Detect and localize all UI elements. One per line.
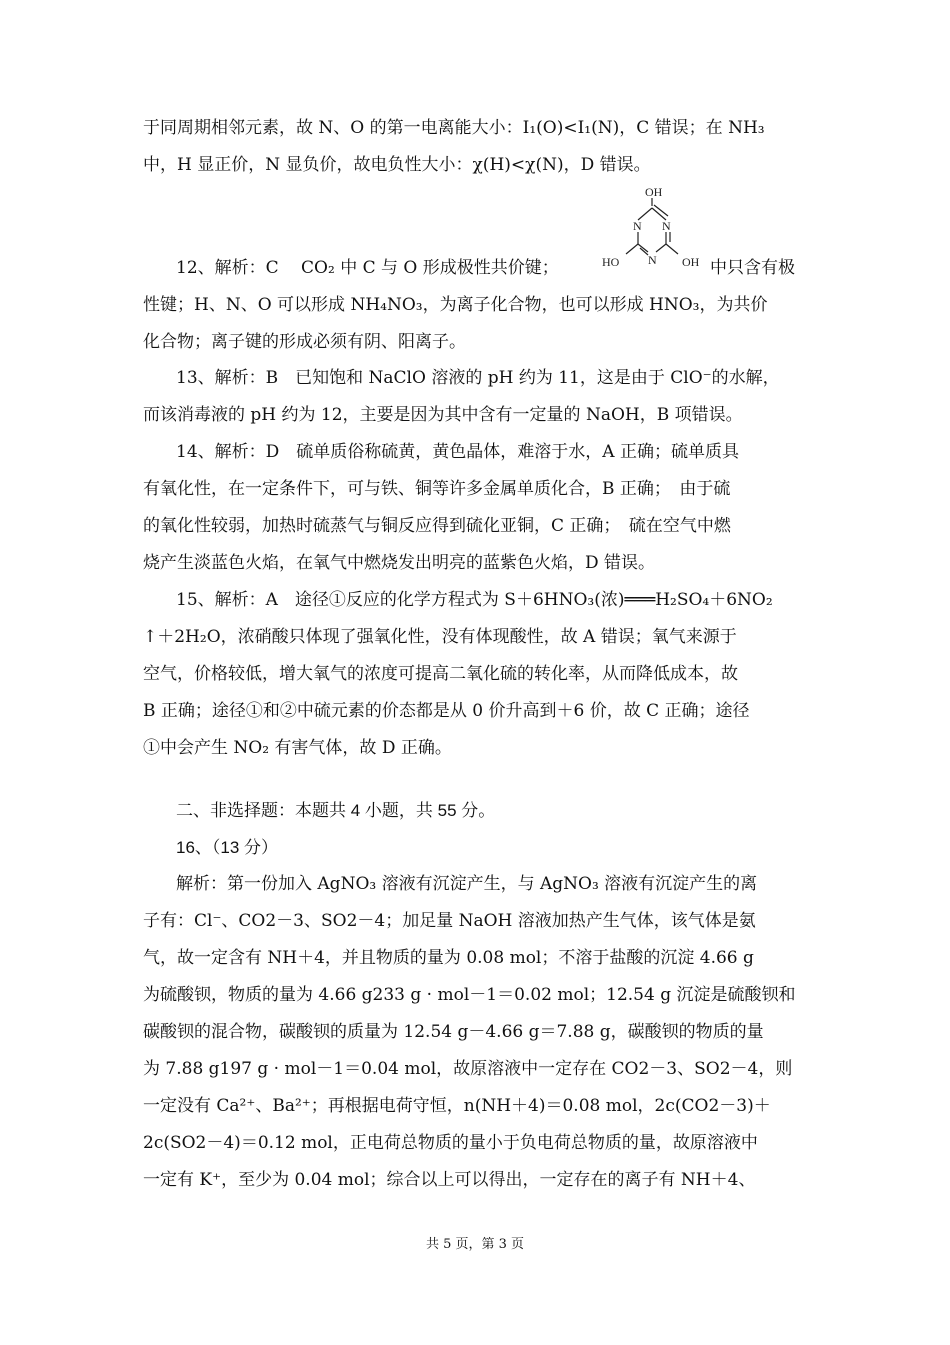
p16-line1: 解析：第一份加入 AgNO₃ 溶液有沉淀产生，与 AgNO₃ 溶液有沉淀产生的离 (176, 874, 758, 894)
p16-line7: 一定没有 Ca²⁺、Ba²⁺；再根据电荷守恒，n(NH＋4)＝0.08 mol，2c(CO2－3)＋ (143, 1096, 771, 1116)
p15-line2: ↑＋2H₂O，浓硝酸只体现了强氧化性，没有体现酸性，故 A 错误；氧气来源于 (143, 627, 737, 647)
bond-oh (666, 244, 678, 254)
p14-line3: 的氧化性较弱，加热时硫蒸气与铜反应得到硫化亚铜，C 正确； 硫在空气中燃 (143, 516, 731, 536)
page-footer: 共 5 页，第 3 页 (425, 1237, 525, 1252)
atom-n-left: N (633, 219, 642, 233)
p16-line4: 为硫酸钡，物质的量为 4.66 g233 g · mol－1＝0.02 mol；12.54 g 沉淀是硫酸钡和 (143, 985, 796, 1005)
p13-line2: 而该消毒液的 pH 约为 12，主要是因为其中含有一定量的 NaOH，B 项错误。 (143, 405, 743, 425)
p16-line8: 2c(SO2－4)＝0.12 mol，正电荷总物质的量小于负电荷总物质的量，故原溶液中 (143, 1133, 758, 1153)
p16-line2: 子有：Cl⁻、CO2－3、SO2－4；加足量 NaOH 溶液加热产生气体，该气体是氨 (143, 911, 756, 931)
atom-ho-left: HO (602, 255, 620, 269)
p12-line1-tail: 中只含有极 (710, 258, 795, 278)
p12-line2: 性键；H、N、O 可以形成 NH₄NO₃，为离子化合物，也可以形成 HNO₃，为共价 (143, 295, 768, 315)
p16-line5: 碳酸钡的混合物，碳酸钡的质量为 12.54 g－4.66 g＝7.88 g，碳酸钡的物质的量 (143, 1022, 764, 1042)
p15-line5: ①中会产生 NO₂ 有害气体，故 D 正确。 (143, 738, 452, 758)
bond-ring-6 (656, 244, 666, 252)
p15-line3: 空气，价格较低，增大氧气的浓度可提高二氧化硫的转化率，从而降低成本，故 (143, 664, 738, 684)
atom-oh-top: OH (645, 186, 663, 199)
p12-line3: 化合物；离子键的形成必须有阴、阳离子。 (143, 332, 466, 352)
p16-line6: 为 7.88 g197 g · mol－1＝0.04 mol，故原溶液中一定存在 CO2－3、SO2－4，则 (143, 1059, 793, 1079)
p15-line4: B 正确；途径①和②中硫元素的价态都是从 0 价升高到＋6 价，故 C 正确；途径 (143, 701, 750, 721)
p12-line1: 12、解析：C CO₂ 中 C 与 O 形成极性共价键； (176, 258, 559, 278)
p11-line1: 于同周期相邻元素，故 N、O 的第一电离能大小：I₁(O)<I₁(N)，C 错误；在 NH₃ (143, 118, 765, 138)
section-2-heading: 二、非选择题：本题共 4 小题，共 55 分。 (176, 801, 496, 820)
p16-line3: 气，故一定含有 NH＋4，并且物质的量为 0.08 mol；不溶于盐酸的沉淀 4.66 g (143, 948, 754, 968)
p13-line1: 13、解析：B 已知饱和 NaClO 溶液的 pH 约为 11，这是由于 ClO⁻的水解， (176, 368, 780, 388)
p14-line1: 14、解析：D 硫单质俗称硫黄，黄色晶体，难溶于水，A 正确；硫单质具 (176, 442, 739, 462)
p14-line4: 烧产生淡蓝色火焰，在氧气中燃烧发出明亮的蓝紫色火焰，D 错误。 (143, 553, 656, 573)
p11-line2: 中，H 显正价，N 显负价，故电负性大小：χ(H)<χ(N)，D 错误。 (143, 155, 651, 175)
atom-oh-right: OH (682, 255, 700, 269)
cyanuric-acid-structure (596, 186, 708, 276)
bond-ring-2b (654, 205, 668, 216)
question-16-heading: 16、（13 分） (176, 838, 279, 857)
bond-ho (626, 244, 638, 254)
atom-n-bottom: N (648, 253, 657, 267)
p15-line1: 15、解析：A 途径①反应的化学方程式为 S＋6HNO₃(浓)═══H₂SO₄＋6NO₂ (176, 590, 773, 610)
p14-line2: 有氧化性，在一定条件下，可与铁、铜等许多金属单质化合，B 正确； 由于硫 (143, 479, 731, 499)
atom-n-right: N (662, 219, 671, 233)
p16-line9: 一定有 K⁺，至少为 0.04 mol；综合以上可以得出，一定存在的离子有 NH＋4、 (143, 1170, 756, 1190)
